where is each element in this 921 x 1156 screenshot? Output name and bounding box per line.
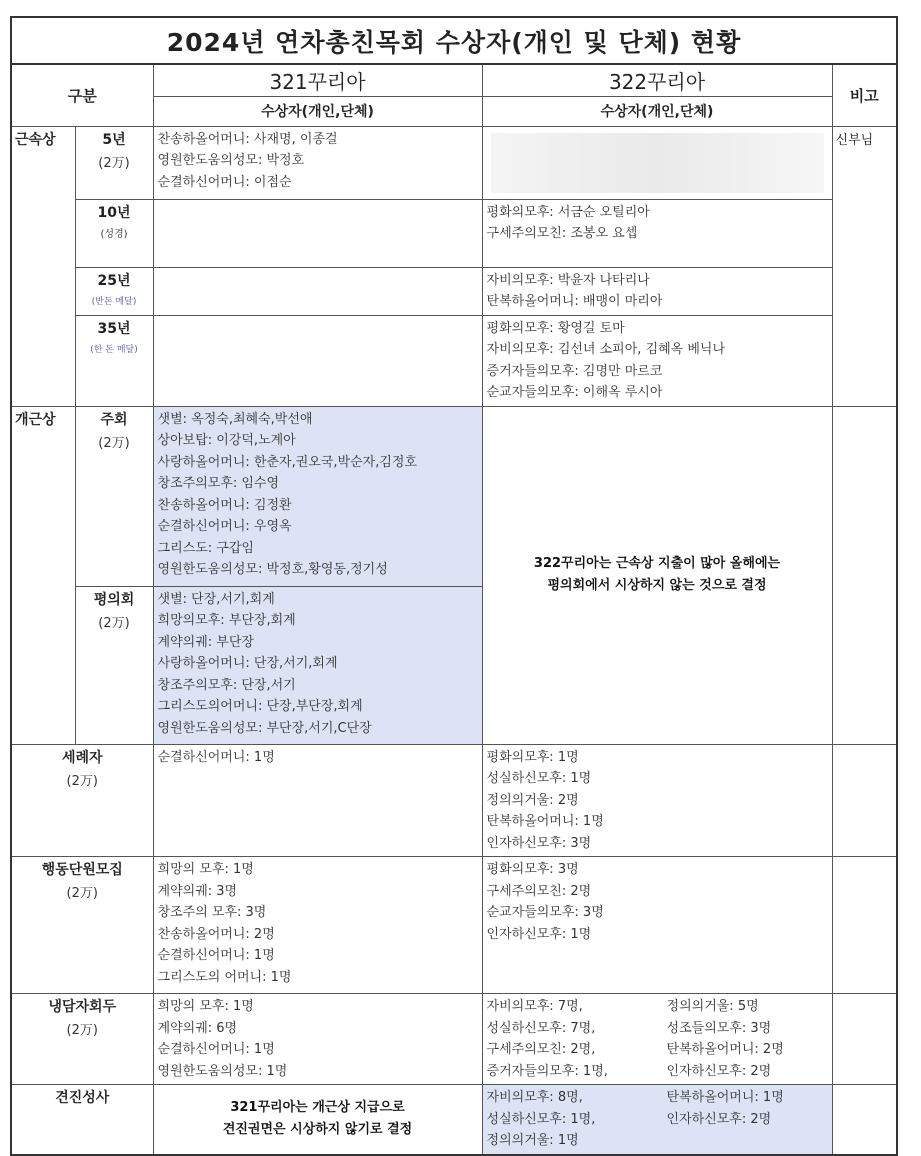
entries-321: 희망의 모후: 1명 계약의궤: 6명 순결하신어머니: 1명 영원한도움의성모: 1명 bbox=[153, 994, 482, 1085]
category-geunsok: 근속상 bbox=[11, 126, 75, 406]
note-cell bbox=[832, 857, 897, 994]
entries-321: 샛별: 단장,서기,회계 희망의모후: 부단장,회계 계약의궤: 부단장 사랑하올어머니: 단장,서기,회계 창조주의모후: 단장,서기 그리스도의어머니: 단장,부단장,회계 영원한도움의성모: 부단장,서기,C단장 bbox=[153, 586, 482, 744]
category-haengdong: 행동단원모집 (2万) bbox=[11, 857, 153, 994]
header-note: 비고 bbox=[832, 64, 897, 126]
note-cell: 신부님 bbox=[832, 126, 897, 406]
decision-321: 321꾸리아는 개근상 지급으로 견진권면은 시상하지 않기로 결정 bbox=[153, 1085, 482, 1155]
header-curia-322: 322꾸리아 bbox=[482, 64, 832, 96]
entries-321 bbox=[153, 267, 482, 315]
entries-322: 자비의모후: 박윤자 나타리나 탄복하올어머니: 배맹이 마리아 bbox=[482, 267, 832, 315]
entries-321: 찬송하올어머니: 사재명, 이종걸 영원한도움의성모: 박정호 순결하신어머니: 이점순 bbox=[153, 126, 482, 199]
header-sub-321: 수상자(개인,단체) bbox=[153, 96, 482, 126]
entries-321 bbox=[153, 199, 482, 267]
entries-321: 순결하신어머니: 1명 bbox=[153, 744, 482, 857]
entries-322: 자비의모후: 8명, 탄복하올어머니: 1명 성실하신모후: 1명, 인자하신모후: 2명 정의의거울: 1명 bbox=[482, 1085, 832, 1155]
header-gubun: 구분 bbox=[11, 64, 153, 126]
meeting-cell: 평의회 (2万) bbox=[75, 586, 153, 744]
entries-322: 평화의모후: 서금순 오틸리아 구세주의모친: 조봉오 요셉 bbox=[482, 199, 832, 267]
entries-322: 평화의모후: 황영길 토마 자비의모후: 김선녀 소피아, 김혜옥 베닉나 증거자들의모후: 김명만 마르코 순교자들의모후: 이해옥 루시아 bbox=[482, 315, 832, 406]
page-title: 2024년 연차총친목회 수상자(개인 및 단체) 현황 bbox=[10, 16, 898, 65]
entries-321: 샛별: 옥정숙,최혜숙,박선애 상아보탑: 이강덕,노계아 사랑하올어머니: 한춘자,권오국,박순자,김정호 창조주의모후: 임수영 찬송하올어머니: 김정환 순결하신어머니: 우영옥 그리스도: 구갑임 영원한도움의성모: 박정호,황영동,정기성 bbox=[153, 406, 482, 586]
note-cell bbox=[832, 994, 897, 1085]
header-curia-321: 321꾸리아 bbox=[153, 64, 482, 96]
note-cell bbox=[832, 406, 897, 744]
meeting-cell: 주회 (2万) bbox=[75, 406, 153, 586]
decision-322: 322꾸리아는 근속상 지출이 많아 올해에는 평의회에서 시상하지 않는 것으로 결정 bbox=[482, 406, 832, 744]
entries-322-redacted bbox=[482, 126, 832, 199]
years-cell: 10년 (성경) bbox=[75, 199, 153, 267]
entries-322: 평화의모후: 1명 성실하신모후: 1명 정의의거울: 2명 탄복하올어머니: 1명 인자하신모후: 3명 bbox=[482, 744, 832, 857]
category-naengdam: 냉담자회두 (2万) bbox=[11, 994, 153, 1085]
entries-321: 희망의 모후: 1명 계약의궤: 3명 창조주의 모후: 3명 찬송하올어머니: 2명 순결하신어머니: 1명 그리스도의 어머니: 1명 bbox=[153, 857, 482, 994]
category-gaegeun: 개근상 bbox=[11, 406, 75, 744]
award-sheet bbox=[10, 16, 896, 1148]
years-cell: 35년 (한 돈 메달) bbox=[75, 315, 153, 406]
entries-322: 자비의모후: 7명, 정의의거울: 5명 성실하신모후: 7명, 성조들의모후: 3명 구세주의모친: 2명, 탄복하올어머니: 2명 증거자들의모후: 1명, 인자하신모후: 2명 bbox=[482, 994, 832, 1085]
years-cell: 5년 (2万) bbox=[75, 126, 153, 199]
entries-322: 평화의모후: 3명 구세주의모친: 2명 순교자들의모후: 3명 인자하신모후: 1명 bbox=[482, 857, 832, 994]
note-cell bbox=[832, 1085, 897, 1155]
note-cell bbox=[832, 744, 897, 857]
category-geonjin: 견진성사 bbox=[11, 1085, 153, 1155]
category-serye: 세례자 (2万) bbox=[11, 744, 153, 857]
years-cell: 25년 (반돈 메달) bbox=[75, 267, 153, 315]
award-table bbox=[10, 63, 898, 1156]
header-sub-322: 수상자(개인,단체) bbox=[482, 96, 832, 126]
entries-321 bbox=[153, 315, 482, 406]
